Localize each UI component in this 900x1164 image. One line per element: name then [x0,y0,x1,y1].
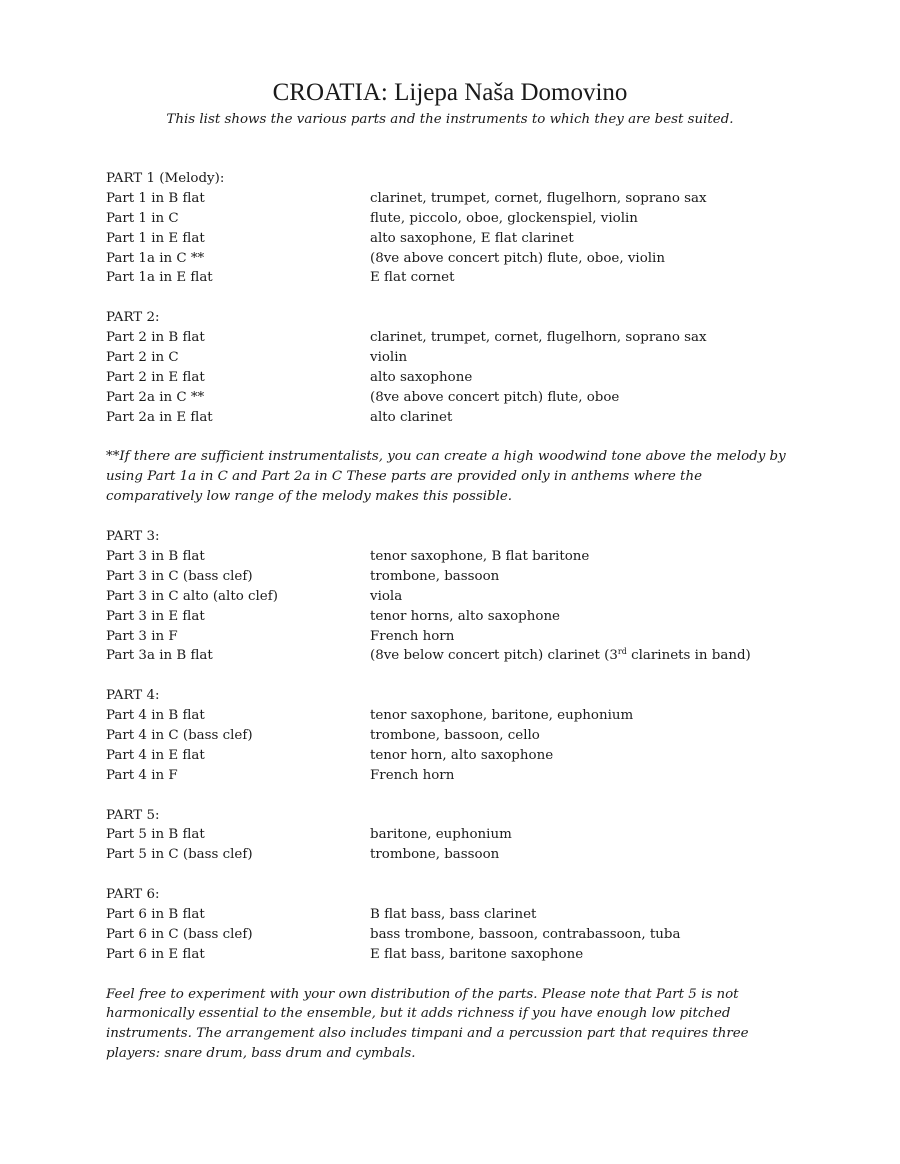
instrument-list: B flat bass, bass clarinet [370,907,537,922]
part-5-section [106,806,806,866]
instrument-list: clarinet, trumpet, cornet, flugelhorn, soprano sax [370,330,707,346]
part-name: Part 4 in F [106,767,178,783]
section-heading: PART 3: [106,529,160,545]
part-name: Part 5 in C (bass clef) [106,847,253,863]
instrument-list: (8ve above concert pitch) flute, oboe, violin [370,250,665,266]
instrument-list: tenor horn, alto saxophone [370,747,554,763]
part-name: Part 2 in C [106,350,179,366]
part-name: Part 6 in C (bass clef) [106,926,253,942]
part-name: Part 4 in E flat [106,747,205,763]
instrument-list: tenor saxophone, B flat baritone [370,548,590,564]
part-row [106,825,806,845]
part-name: Part 3 in F [106,628,178,644]
part-name: Part 2a in C ** [106,389,205,405]
instrument-text: (8ve below concert pitch) clarinet (3 [370,648,618,664]
instrument-list: baritone, euphonium [370,827,512,843]
instrument-list: tenor horns, alto saxophone [370,608,560,624]
part-2-section [106,308,806,427]
instrument-list: (8ve above concert pitch) flute, oboe [370,389,620,405]
part-row [106,567,806,587]
part-row [106,905,806,925]
part-row [106,209,806,229]
instrument-list: E flat bass, baritone saxophone [370,946,584,962]
part-name: Part 6 in B flat [106,907,205,922]
part-name: Part 3 in C alto (alto clef) [106,588,278,604]
part-name: Part 1a in E flat [106,270,213,286]
part-row [106,845,806,865]
part-row [106,328,806,348]
part-name: Part 4 in B flat [106,708,205,724]
part-name: Part 4 in C (bass clef) [106,727,253,743]
woodwind-note: **If there are sufficient instrumentalists, you can create a high woodwind tone above the melody by using Part 1a in C and Part 2a in C These parts are provided only in anthems where the comparatively low range of the melody makes this possible. [106,449,786,505]
instrument-list: French horn [370,628,455,644]
section-heading: PART 1 (Melody): [106,171,225,186]
part-name: Part 1 in C [106,210,179,226]
part-row [106,587,806,607]
section-heading: PART 6: [106,887,160,903]
ordinal-suffix: rd [617,647,627,657]
part-4-section [106,686,806,785]
instrument-list: trombone, bassoon, cello [370,727,540,743]
part-name: Part 1 in E flat [106,230,205,246]
part-name: Part 2a in E flat [106,409,213,425]
part-name: Part 2 in B flat [106,330,205,346]
document-title: CROATIA: Lijepa Naša Domovino [272,79,628,106]
instrument-list: viola [370,588,403,604]
document-subtitle: This list shows the various parts and the instruments to which they are best suited. [166,112,734,127]
part-row [106,408,806,428]
part-name: Part 5 in B flat [106,827,205,843]
instrument-list: flute, piccolo, oboe, glockenspiel, violin [370,210,638,226]
part-name: Part 6 in E flat [106,946,205,962]
part-row [106,348,806,368]
instrument-list: violin [370,350,408,366]
instrument-list: tenor saxophone, baritone, euphonium [370,708,634,724]
part-row [106,229,806,249]
section-heading: PART 5: [106,807,160,823]
part-name: Part 2 in E flat [106,369,205,385]
instrument-list: alto clarinet [370,409,453,425]
part-3-section [106,527,806,666]
part-row [106,646,806,666]
instrument-list: clarinet, trumpet, cornet, flugelhorn, soprano sax [370,190,707,206]
instrument-list: bass trombone, bassoon, contrabassoon, tuba [370,926,681,942]
instrument-list: French horn [370,767,455,783]
instrument-list: E flat cornet [370,270,455,286]
document-body [106,169,806,1064]
part-row [106,268,806,288]
closing-paragraph: Feel free to experiment with your own distribution of the parts. Please note that Part 5 is not harmonically essential to the ensemble, but it adds richness if you have enough low pitched instruments. The arrangement also includes timpani and a percussion part that requires three players: snare drum, bass drum and cymbals. [106,986,749,1062]
part-row [106,547,806,567]
part-row [106,706,806,726]
part-row [106,627,806,647]
part-name: Part 3 in C (bass clef) [106,568,253,584]
part-row [106,189,806,209]
part-row [106,607,806,627]
part-row [106,368,806,388]
part-row [106,925,806,945]
part-name: Part 1a in C ** [106,250,205,266]
part-name: Part 3 in E flat [106,608,205,624]
part-row [106,945,806,965]
part-name: Part 3 in B flat [106,548,205,564]
part-row [106,746,806,766]
instrument-list [370,646,806,666]
part-row [106,388,806,408]
section-heading: PART 4: [106,688,160,704]
part-row [106,766,806,786]
instrument-text: clarinets in band) [626,648,751,664]
part-6-section [106,885,806,965]
part-1-section [106,169,806,288]
instrument-list: alto saxophone [370,369,473,385]
instrument-list: trombone, bassoon [370,847,500,863]
instrument-list: trombone, bassoon [370,568,500,584]
part-name: Part 3a in B flat [106,648,213,664]
part-name: Part 1 in B flat [106,190,205,206]
section-heading: PART 2: [106,310,160,326]
part-row [106,726,806,746]
instrument-list: alto saxophone, E flat clarinet [370,230,574,246]
part-row [106,249,806,269]
